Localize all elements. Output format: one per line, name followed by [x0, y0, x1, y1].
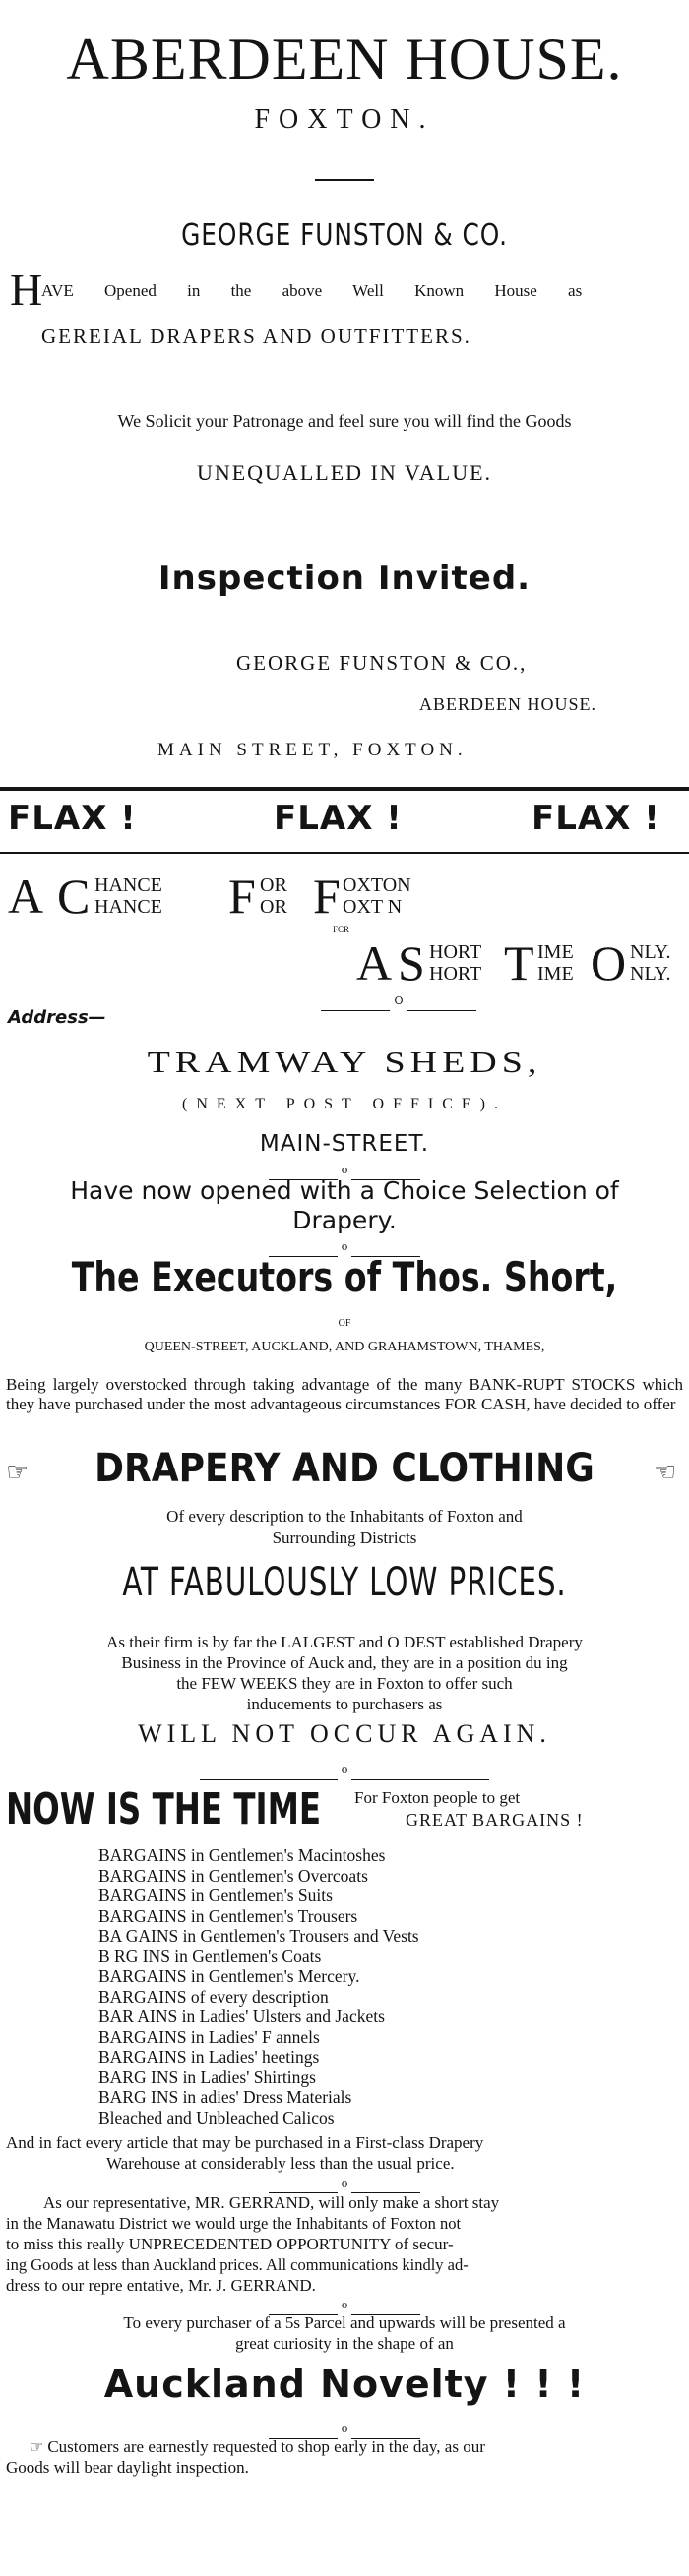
aberdeen-place: FOXTON. — [254, 104, 435, 135]
customers-text: Customers are earnestly requested to shop early in the day, as our — [47, 2437, 485, 2456]
pointing-hand-icon: ☞ — [6, 1458, 30, 1487]
rep-line-1: As our representative, MR. GERRAND, will only make a short stay — [43, 2193, 500, 2212]
chance-bot: HANCE — [94, 896, 162, 918]
cap-t: T — [504, 935, 534, 990]
rep-line-5: dress to our repre entative, Mr. J. GERRAND. — [6, 2276, 316, 2295]
address-label: Address— — [8, 1007, 106, 1028]
rep-line-3 — [6, 2235, 454, 2254]
executors-title: The Executors of Thos. Short, — [71, 1253, 618, 1301]
surrounding-districts: Surrounding Districts — [272, 1528, 417, 1547]
article-line-1: And in fact every article that may be purchased in a First-class Drapery — [6, 2133, 484, 2152]
for-top: OR — [260, 874, 287, 896]
ornament-divider: o — [0, 2306, 689, 2318]
rep-line-4: ing Goods at less than Auckland prices. All communications kindly ad- — [6, 2255, 469, 2274]
parcel-line-2: great curiosity in the shape of an — [235, 2334, 454, 2353]
opened-selection-2: Drapery. — [292, 1206, 397, 1234]
list-item: BARGAINS in Gentlemen's Macintoshes — [98, 1845, 386, 1865]
value-line: UNEQUALLED IN VALUE. — [196, 460, 493, 485]
only-bot: NLY. — [630, 963, 671, 985]
inspection-invited: Inspection Invited. — [157, 559, 532, 598]
list-item: BARGAINS in Ladies' F annels — [98, 2026, 320, 2047]
ornament-divider: O — [54, 1001, 689, 1014]
will-not-occur: WILL NOT OCCUR AGAIN. — [138, 1719, 551, 1748]
executors-of: OF — [338, 1318, 351, 1329]
pointing-hand-left-icon: ☞ — [654, 1458, 677, 1487]
firm-name: GEORGE FUNSTON & CO. — [181, 218, 508, 253]
executors-paragraph: Being largely overstocked through taking advantage of the many BANK-RUPT STOCKS which they have purchased under the most advantageous circumstances FOR CASH, have decided to offer — [6, 1375, 683, 1413]
article-line-2: Warehouse at considerably less than the usual price. — [106, 2154, 455, 2173]
list-item: BARGAINS in Gentlemen's Overcoats — [98, 1865, 368, 1886]
chance-top: HANCE — [94, 874, 162, 896]
now-is-the-time: NOW IS THE TIME — [6, 1784, 322, 1834]
time-bot: IME — [537, 963, 574, 985]
list-item: Bleached and Unbleached Calicos — [98, 2107, 335, 2127]
rep-line-2: in the Manawatu District we would urge the Inhabitants of Foxton not — [6, 2214, 462, 2233]
opened-selection-1: Have now opened with a Choice Selection of — [70, 1176, 619, 1205]
section-rule — [0, 787, 689, 791]
firm-para-3: the FEW WEEKS they are in Foxton to offer such — [176, 1674, 513, 1693]
sign-house: ABERDEEN HOUSE. — [419, 694, 596, 714]
short-rule — [315, 179, 374, 181]
drapery-line — [0, 1446, 689, 1499]
flax-banner-1: FLAX ! — [8, 799, 137, 838]
bargain-list — [98, 1845, 419, 2127]
cap-f: F — [228, 869, 256, 924]
list-item: BARG INS in Ladies' Shirtings — [98, 2067, 316, 2087]
aberdeen-title: ABERDEEN HOUSE. — [66, 27, 623, 91]
ornament-divider: o — [0, 1247, 689, 1260]
list-item: BARG INS in adies' Dress Materials — [98, 2087, 352, 2107]
list-item: BAR AINS in Ladies' Ulsters and Jackets — [98, 2007, 385, 2026]
foxton-top: OXTON — [343, 874, 411, 896]
rep-line-3-text: to miss this really UNPRECEDENTED OPPORTUNITY of secur- — [6, 2235, 454, 2253]
list-item: BA GAINS in Gentlemen's Trousers and Vests — [98, 1926, 419, 1946]
firm-para-4: inducements to purchasers as — [246, 1695, 443, 1713]
customers-line-1 — [30, 2437, 485, 2457]
ornament-divider: o — [0, 2429, 689, 2442]
opened-text: AVE Opened in the above Well Known House as — [41, 281, 583, 300]
list-item: B RG INS in Gentlemen's Coats — [98, 1946, 322, 1966]
list-item: BARGAINS in Gentlemen's Suits — [98, 1886, 333, 1905]
list-item: BARGAINS in Ladies' heetings — [98, 2047, 320, 2067]
dropcap-h: H — [10, 265, 43, 315]
only-top: NLY. — [630, 941, 671, 963]
list-item: BARGAINS in Gentlemen's Trousers — [98, 1905, 358, 1926]
fcr-label: FCR — [333, 925, 350, 934]
sign-street: MAIN STREET, FOXTON. — [157, 740, 468, 760]
parcel-line-1: To every purchaser of a 5s Parcel and upwards will be presented a — [123, 2313, 566, 2332]
time-top: IME — [537, 941, 574, 963]
foxton-bot: OXT N — [343, 896, 403, 918]
opened-line — [10, 265, 683, 317]
ornament-divider: o — [0, 1770, 689, 1783]
firm-para-2: Business in the Province of Auck and, they are in a position du ing — [121, 1653, 568, 1672]
every-description: Of every description to the Inhabitants of Foxton and — [166, 1507, 523, 1526]
trade-line: GEREIAL DRAPERS AND OUTFITTERS. — [41, 325, 471, 348]
short-time-line — [0, 934, 689, 1003]
drapery-clothing: DRAPERY AND CLOTHING — [94, 1446, 595, 1491]
short-top: HORT — [429, 941, 482, 963]
list-item: BARGAINS in Gentlemen's Mercery. — [98, 1966, 360, 1986]
cap-o: O — [591, 935, 627, 990]
main-street: MAIN-STREET. — [259, 1131, 430, 1157]
for-foxton-people: For Foxton people to get — [354, 1788, 521, 1807]
auckland-novelty: Auckland Novelty ! ! ! — [103, 2363, 586, 2406]
list-item: BARGAINS of every description — [98, 1986, 329, 2007]
low-prices: AT FABULOUSLY LOW PRICES. — [122, 1560, 567, 1605]
ornament-divider: o — [0, 1170, 689, 1183]
flax-banner-2: FLAX ! — [274, 799, 403, 838]
solicit-line: We Solicit your Patronage and feel sure you will find the Goods — [117, 411, 572, 431]
short-bot: HORT — [429, 963, 482, 985]
cap-c: C — [57, 869, 91, 924]
cap-f-2: F — [313, 869, 341, 924]
pointing-hand-icon: ☞ — [30, 2437, 44, 2456]
tramway-sheds: TRAMWAY SHEDS, — [147, 1045, 542, 1080]
for-bot: OR — [260, 896, 287, 918]
great-bargains: GREAT BARGAINS ! — [406, 1810, 584, 1829]
next-post-office: (NEXT POST OFFICE). — [182, 1096, 507, 1112]
cap-a: A — [8, 869, 44, 924]
sign-firm: GEORGE FUNSTON & CO., — [236, 651, 528, 675]
cap-a-2: A — [356, 935, 393, 990]
ornament-divider: o — [0, 2184, 689, 2196]
customers-line-2: Goods will bear daylight inspection. — [6, 2458, 249, 2477]
section-rule — [0, 852, 689, 854]
executors-places: QUEEN-STREET, AUCKLAND, AND GRAHAMSTOWN, THAMES, — [144, 1340, 545, 1354]
flax-banner-3: FLAX ! — [532, 799, 660, 838]
cap-s: S — [398, 935, 425, 990]
firm-para-1: As their firm is by far the LALGEST and O DEST established Drapery — [106, 1633, 583, 1651]
